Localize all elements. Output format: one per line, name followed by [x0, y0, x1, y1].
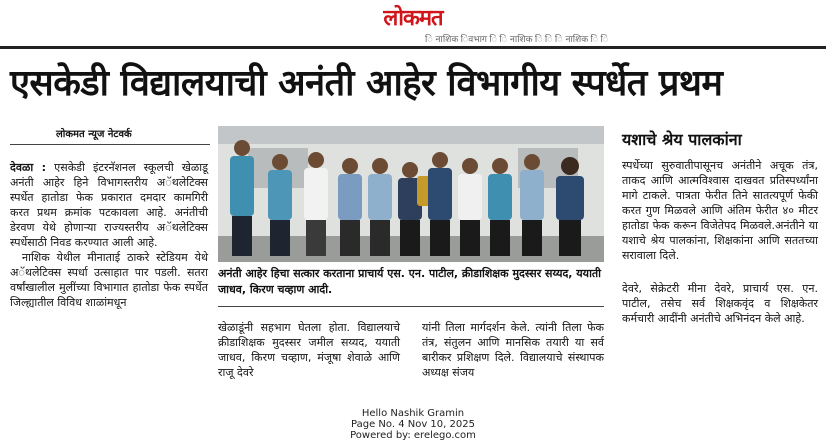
- column-2: खेळाडूंनी सहभाग घेतला होता. विद्यालयाचे क्रीडाशिक्षक मुदस्सर जमील सय्यद, ययाती जाधव, किरण चव्हाण, मंजूषा शेवाळे आणि राजू देवरे: [218, 321, 400, 379]
- column-1-para-2: नाशिक येथील मीनाताई ठाकरे स्टेडियम येथे अॅथलेटिक्स स्पर्धा उत्साहात पार पडली. सतरा वर्षांखालील मुलींच्या विभागात हातोडा फेक स्पर्धेत जिल्ह्यातील विविध शाळांमधून: [10, 251, 208, 309]
- column-1-text: एसकेडी इंटरनॅशनल स्कूलची खेळाडू अनंती आहेर हिने विभागस्तरीय अॅथलेटिक्स स्पर्धेत हातोडा फेक प्रकारात दमदार कामगिरी करत प्रथम क्रमांक पटकावला आहे. अनंतीची डेरवण येथे होणाऱ्या राज्यस्तरीय अॅथलेटिक्स स्पर्धेसाठी निवड करण्यात आली आहे.: [10, 161, 208, 249]
- column-4-para-2: देवरे, सेक्रेटरी मीना देवरे, प्राचार्य एस. एन. पाटील, तसेच सर्व शिक्षकवृंद व शिक्षकेतर कर्मचारी आदींनी अनंतीचे अभिनंदन केले आहे.: [622, 282, 818, 325]
- footer-page-date: Page No. 4 Nov 10, 2025: [351, 419, 475, 430]
- byline: लोकमत न्यूज नेटवर्क: [56, 129, 132, 140]
- masthead-rule: [0, 46, 826, 49]
- column-4-para-1: स्पर्धेच्या सुरुवातीपासूनच अनंतीने अचूक तंत्र, ताकद आणि आत्मविश्वास दाखवत प्रतिस्पर्ध्यांना मागे टाकले. पात्रता फेरीत तिने सातत्यपूर्ण फेकी करत गुण मिळवले आणि अंतिम फेरीत ४० मीटर हातोडा फेक करून विजेतेपद मिळवले.अनंतीने या यशाचे श्रेय पालकांना, शिक्षकांना आणि सततच्या सरावाला दिले.: [622, 159, 818, 262]
- lokmat-logo: लोकमत: [383, 6, 443, 31]
- page-footer: [0, 408, 826, 441]
- column-4: [622, 158, 818, 326]
- masthead: [0, 0, 826, 44]
- column-3: यांनी तिला मार्गदर्शन केले. त्यांनी तिला फेक तंत्र, संतुलन आणि मानसिक तयारी या सर्व बारीकर प्रशिक्षण दिले. विद्यालयाचे संस्थापक अध्यक्ष संजय: [422, 321, 604, 379]
- column-1-para-1: [10, 160, 208, 250]
- caption-rule: [218, 306, 604, 307]
- footer-edition: Hello Nashik Gramin: [361, 408, 465, 419]
- photo-ceiling: [218, 126, 604, 144]
- byline-rule: [10, 144, 210, 145]
- column-1: [10, 160, 208, 310]
- footer-powered-by: Powered by: erelego.com: [350, 430, 476, 441]
- dateline: देवळा :: [10, 161, 47, 174]
- subhead: यशाचे श्रेय पालकांना: [622, 130, 742, 149]
- news-photo: [218, 126, 604, 262]
- article-headline: एसकेडी विद्यालयाची अनंती आहेर विभागीय स्पर्धेत प्रथम: [10, 63, 723, 104]
- top-strip-text: ि नाशिक िवभाग ि ि नाशिक ि ि ि नाशिक ि ि: [425, 35, 609, 45]
- photo-illustration: [218, 126, 604, 262]
- photo-caption: अनंती आहेर हिचा सत्कार करताना प्राचार्य एस. एन. पाटील, क्रीडाशिक्षक मुदस्सर सय्यद, ययाती जाधव, किरण चव्हाण आदी.: [218, 267, 602, 296]
